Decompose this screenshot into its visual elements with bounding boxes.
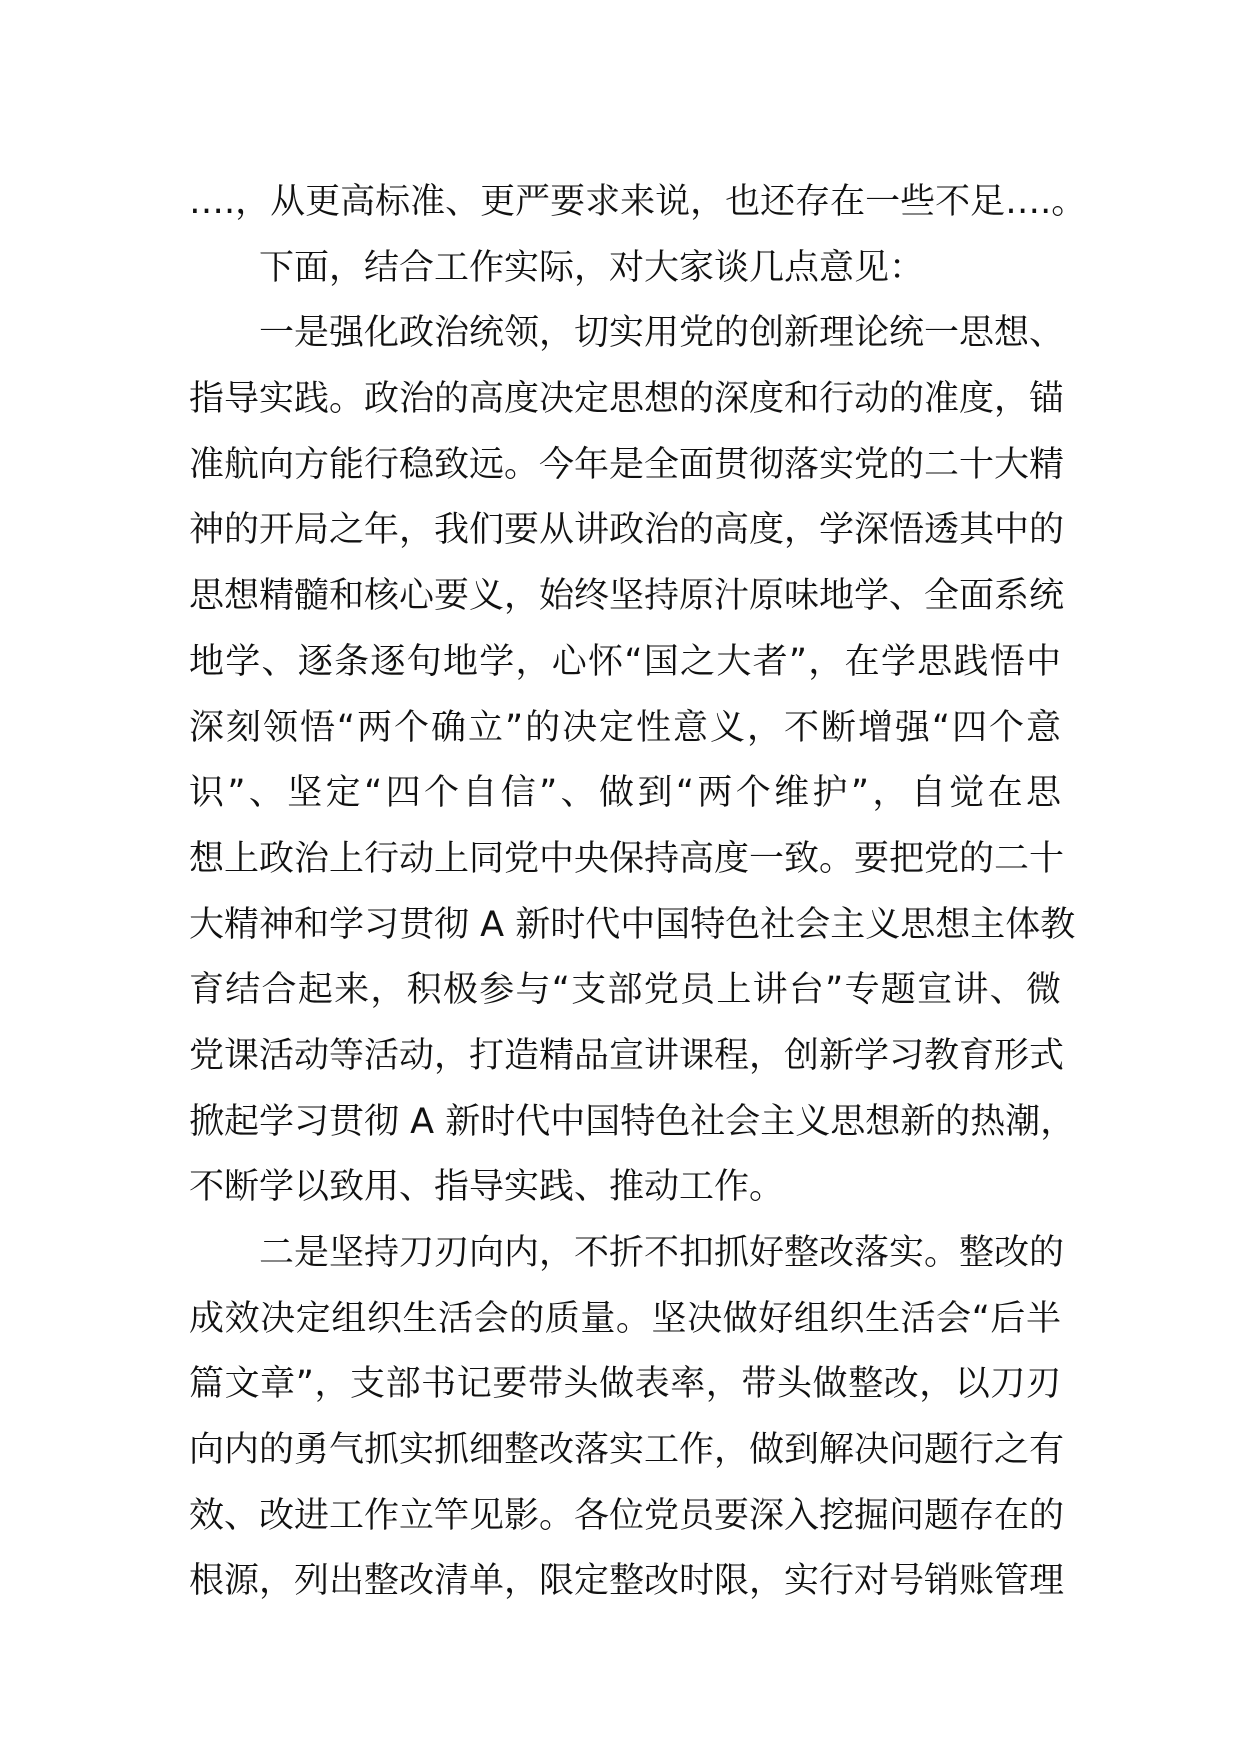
paragraph-line: 掀起学习贯彻 A 新时代中国特色社会主义思想新的热潮， bbox=[189, 1101, 1076, 1142]
paragraph-line: 向内的勇气抓实抓细整改落实工作，做到解决问题行之有 bbox=[189, 1430, 1065, 1471]
paragraph-line: 思想精髓和核心要义，始终坚持原汁原味地学、全面系统 bbox=[189, 576, 1065, 617]
paragraph-line: 成效决定组织生活会的质量。坚决做好组织生活会“后半 bbox=[189, 1298, 1061, 1339]
paragraph-line: 根源，列出整改清单，限定整改时限，实行对号销账管理 bbox=[189, 1561, 1065, 1602]
paragraph-line: 深刻领悟“两个确立”的决定性意义，不断增强“四个意 bbox=[189, 707, 1061, 748]
paragraph-line: 党课活动等活动，打造精品宣讲课程，创新学习教育形式 bbox=[189, 1035, 1065, 1076]
paragraph-line: 想上政治上行动上同党中央保持高度一致。要把党的二十 bbox=[189, 838, 1065, 879]
paragraph-line: 大精神和学习贯彻 A 新时代中国特色社会主义思想主体教 bbox=[189, 904, 1076, 945]
paragraph-line: 地学、逐条逐句地学，心怀“国之大者”，在学思践悟中 bbox=[189, 641, 1061, 682]
paragraph-line: 指导实践。政治的高度决定思想的深度和行动的准度，锚 bbox=[189, 379, 1065, 420]
paragraph-line: 二是坚持刀刃向内，不折不扣抓好整改落实。整改的 bbox=[259, 1233, 1065, 1273]
paragraph-line: 不断学以致用、指导实践、推动工作。 bbox=[189, 1167, 785, 1208]
paragraph-line: 神的开局之年，我们要从讲政治的高度，学深悟透其中的 bbox=[189, 510, 1065, 551]
paragraph-line: 一是强化政治统领，切实用党的创新理论统一思想、 bbox=[259, 313, 1065, 354]
paragraph-line: 准航向方能行稳致远。今年是全面贯彻落实党的二十大精 bbox=[189, 444, 1065, 485]
paragraph-line: 育结合起来，积极参与“支部党员上讲台”专题宣讲、微 bbox=[189, 970, 1061, 1011]
paragraph-line: 效、改进工作立竿见影。各位党员要深入挖掘问题存在的 bbox=[189, 1495, 1065, 1536]
paragraph-line: 识”、坚定“四个自信”、做到“两个维护”，自觉在思 bbox=[189, 773, 1061, 814]
paragraph-line: 下面，结合工作实际，对大家谈几点意见： bbox=[259, 247, 925, 288]
paragraph-line: 篇文章”，支部书记要带头做表率，带头做整改，以刀刃 bbox=[189, 1364, 1061, 1405]
body-text bbox=[189, 170, 1087, 1615]
paragraph-line: ….，从更高标准、更严要求来说，也还存在一些不足….。 bbox=[189, 182, 1087, 222]
